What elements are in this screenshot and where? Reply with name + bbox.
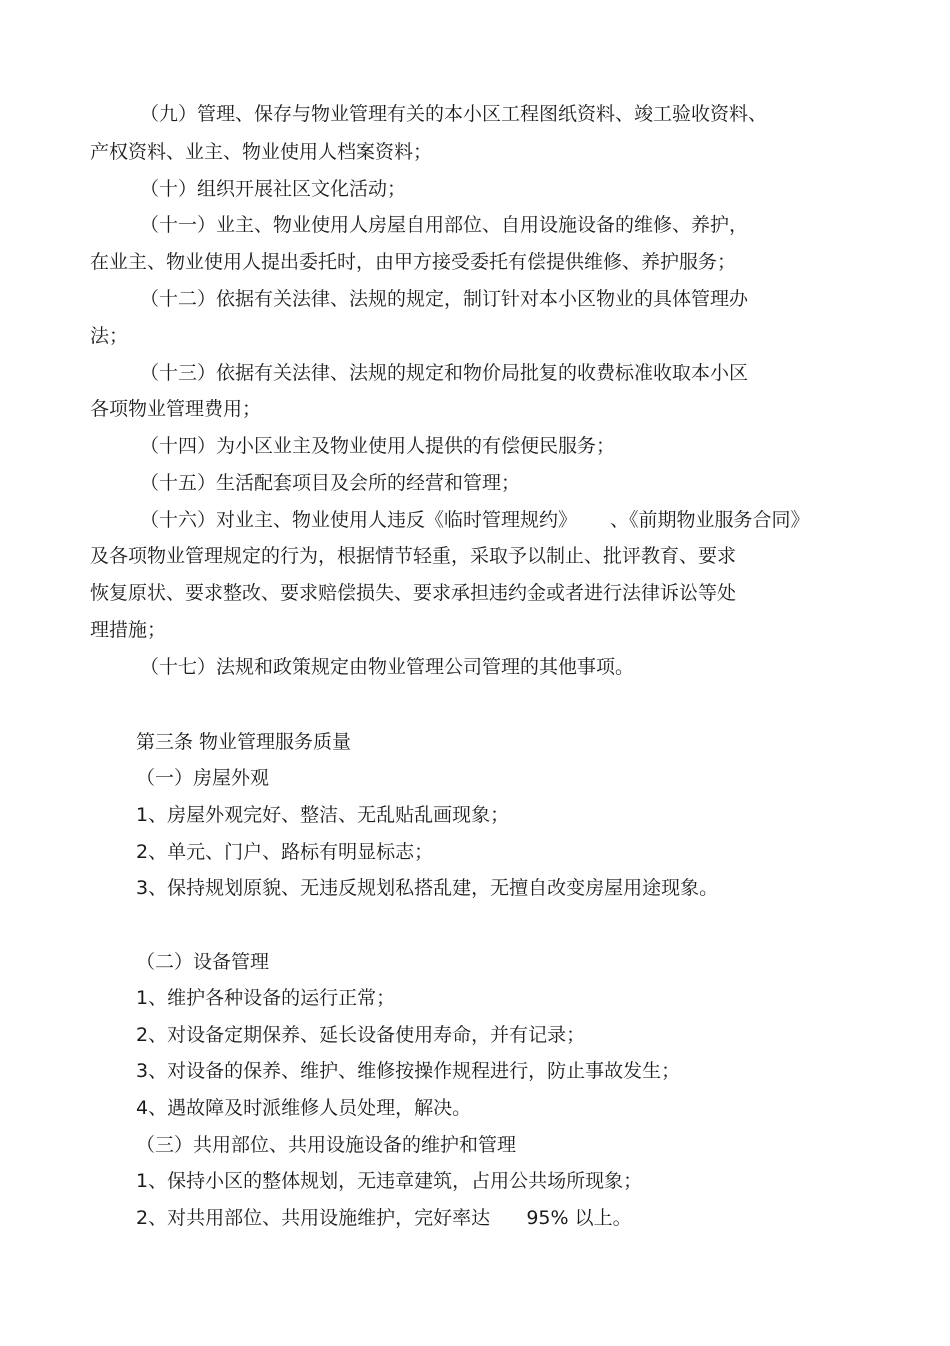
list-item: 1、保持小区的整体规划，无违章建筑，占用公共场所现象；	[136, 1170, 643, 1192]
section-title: （二）设备管理	[136, 951, 270, 973]
clause-14: （十四）为小区业主及物业使用人提供的有偿便民服务；	[140, 435, 616, 457]
clause-16-line-3: 恢复原状、要求整改、要求赔偿损失、要求承担违约金或者进行法律诉讼等处	[90, 582, 737, 604]
list-item: 1、房屋外观完好、整洁、无乱贴乱画现象；	[136, 804, 510, 826]
section-title: （一）房屋外观	[136, 767, 270, 789]
clause-16-line-1: （十六）对业主、物业使用人违反《临时管理规约》	[140, 509, 578, 531]
clause-17: （十七）法规和政策规定由物业管理公司管理的其他事项。	[140, 656, 635, 678]
clause-10: （十）组织开展社区文化活动；	[140, 178, 407, 200]
list-item: 3、对设备的保养、维护、维修按操作规程进行，防止事故发生；	[136, 1060, 681, 1082]
clause-11-line-2: 在业主、物业使用人提出委托时，由甲方接受委托有偿提供维修、养护服务；	[90, 251, 737, 273]
clause-13-line-2: 各项物业管理费用；	[90, 398, 262, 420]
clause-9-line-2: 产权资料、业主、物业使用人档案资料；	[90, 141, 433, 163]
clause-16-line-1-cont: 、《前期物业服务合同》	[610, 509, 810, 531]
clause-12-line-2: 法；	[90, 325, 129, 347]
clause-13-line-1: （十三）依据有关法律、法规的规定和物价局批复的收费标准收取本小区	[140, 362, 749, 384]
clause-12-line-1: （十二）依据有关法律、法规的规定，制订针对本小区物业的具体管理办	[140, 288, 749, 310]
list-item: 2、单元、门户、路标有明显标志；	[136, 841, 434, 863]
clause-11-line-1: （十一）业主、物业使用人房屋自用部位、自用设施设备的维修、养护，	[140, 214, 749, 236]
list-item: 1、维护各种设备的运行正常；	[136, 987, 396, 1009]
clause-15: （十五）生活配套项目及会所的经营和管理；	[140, 472, 521, 494]
list-item: 2、对设备定期保养、延长设备使用寿命，并有记录；	[136, 1024, 586, 1046]
clause-16-line-4: 理措施；	[90, 619, 167, 641]
list-item: 4、遇故障及时派维修人员处理，解决。	[136, 1097, 472, 1119]
list-item: 3、保持规划原貌、无违反规划私搭乱建，无擅自改变房屋用途现象。	[136, 877, 719, 899]
clause-16-line-2: 及各项物业管理规定的行为，根据情节轻重，采取予以制止、批评教育、要求	[90, 545, 737, 567]
clause-9-line-1: （九）管理、保存与物业管理有关的本小区工程图纸资料、竣工验收资料、	[140, 103, 768, 125]
article-heading: 第三条 物业管理服务质量	[136, 731, 352, 753]
list-item: 2、对共用部位、共用设施维护，完好率达 95% 以上。	[136, 1207, 632, 1229]
section-title: （三）共用部位、共用设施设备的维护和管理	[136, 1134, 517, 1156]
